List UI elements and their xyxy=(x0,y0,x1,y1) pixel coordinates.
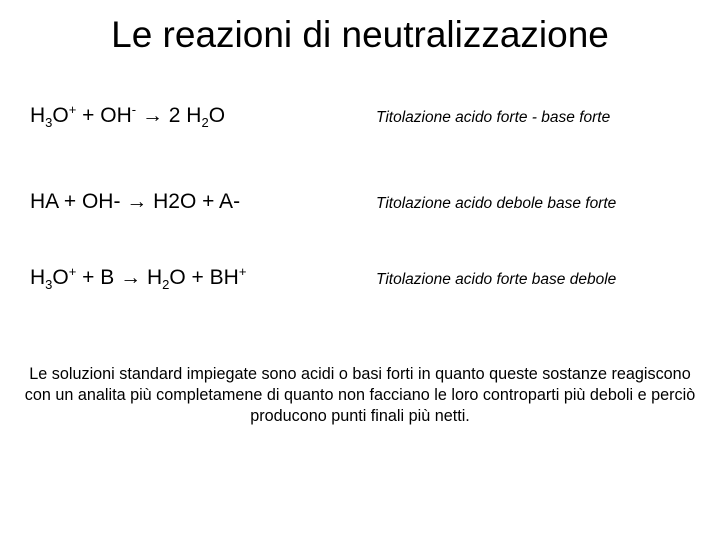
equation-text: O + BH xyxy=(169,266,239,289)
equation-superscript: + xyxy=(68,102,77,117)
reaction-equation-2: HA + OH- → H2O + A- xyxy=(30,190,241,213)
reaction-description-1: Titolazione acido forte - base forte xyxy=(376,109,611,126)
reaction-description-2: Titolazione acido debole base forte xyxy=(376,195,617,212)
equation-subscript: 3 xyxy=(45,115,53,130)
equation-text: + B → H xyxy=(76,266,163,289)
equation-subscript: 2 xyxy=(201,115,209,130)
slide-title: Le reazioni di neutralizzazione xyxy=(111,14,609,55)
equation-subscript: 2 xyxy=(162,277,170,292)
reaction-equation-3 xyxy=(30,265,246,291)
equation-superscript: + xyxy=(68,264,77,279)
reaction-equation-1 xyxy=(30,103,225,129)
reaction-description-3: Titolazione acido forte base debole xyxy=(376,271,617,288)
equation-text: → 2 H xyxy=(136,104,202,127)
equation-text: H xyxy=(30,266,46,289)
equation-text: O xyxy=(52,266,69,289)
equation-text: + OH xyxy=(76,104,132,127)
equation-text: O xyxy=(52,104,69,127)
equation-text: H xyxy=(30,104,46,127)
equation-superscript: + xyxy=(238,264,247,279)
equation-superscript: - xyxy=(131,102,137,117)
explanation-paragraph: Le soluzioni standard impiegate sono acidi o basi forti in quanto queste sostanze reagiscono con un analita più completamene di quanto non facciano le loro controparti più deboli e perciò producono punti finali più netti. xyxy=(24,365,696,425)
equation-text: O xyxy=(208,104,226,127)
equation-subscript: 3 xyxy=(45,277,53,292)
